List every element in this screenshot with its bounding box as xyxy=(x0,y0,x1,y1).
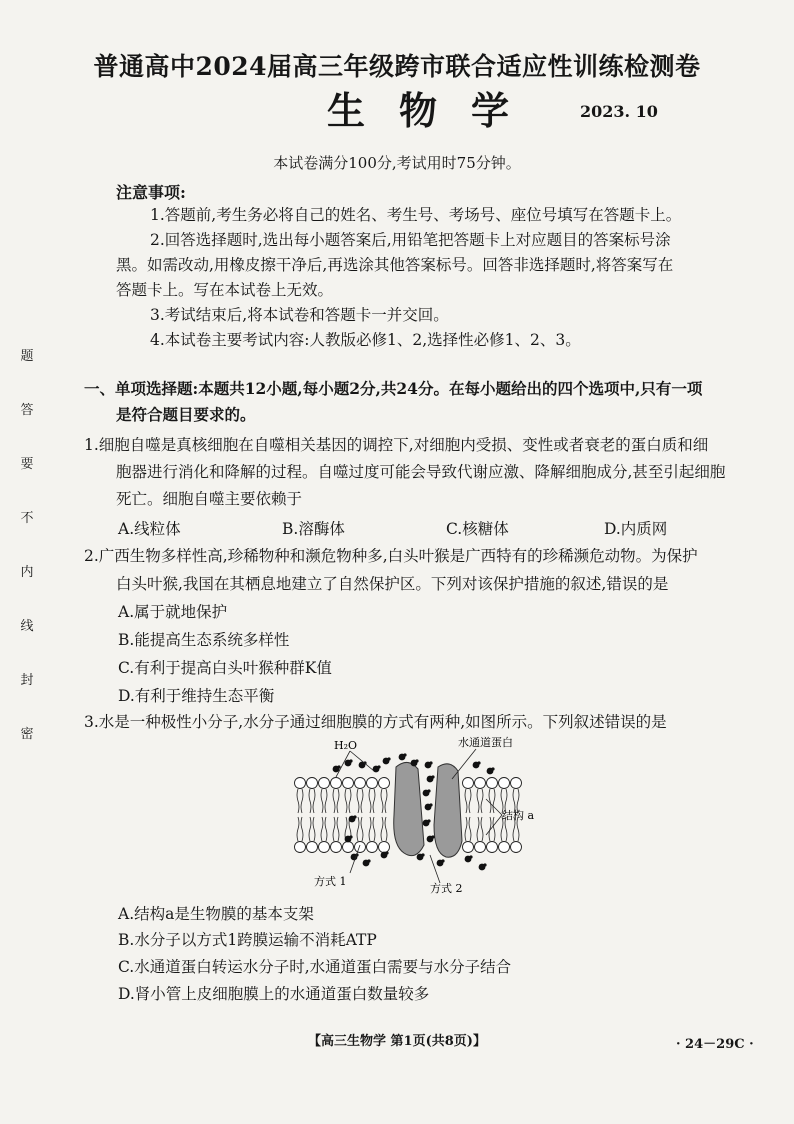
lipid-head xyxy=(463,842,474,853)
water-molecule-hydrogen xyxy=(441,859,444,862)
q3-option-d: D.肾小管上皮细胞膜上的水通道蛋白数量较多 xyxy=(118,985,430,1003)
lipid-head xyxy=(367,778,378,789)
water-molecule-hydrogen xyxy=(415,759,418,762)
exam-title: 普通高中2024届高三年级跨市联合适应性训练检测卷 xyxy=(93,52,701,81)
question-2-text: 白头叶猴,我国在其栖息地建立了自然保护区。下列对该保护措施的叙述,错误的是 xyxy=(116,575,669,593)
lipid-tail xyxy=(345,789,351,813)
lipid-tail xyxy=(321,789,327,813)
water-molecule-hydrogen xyxy=(427,789,430,792)
water-molecule-hydrogen xyxy=(469,855,472,858)
water-molecule-hydrogen xyxy=(429,803,432,806)
lipid-tail xyxy=(369,817,375,841)
lipid-head xyxy=(295,842,306,853)
lipid-head xyxy=(355,842,366,853)
side-char: 封 xyxy=(20,673,34,688)
water-molecule-hydrogen xyxy=(367,859,370,862)
water-molecule-hydrogen xyxy=(421,853,424,856)
lipid-tail xyxy=(297,817,303,841)
q2-option-b: B.能提高生态系统多样性 xyxy=(118,631,290,649)
water-molecule-hydrogen xyxy=(477,761,480,764)
water-molecule-hydrogen xyxy=(491,767,494,770)
lipid-tail xyxy=(357,789,363,813)
lipid-tail xyxy=(333,789,339,813)
water-molecule-hydrogen xyxy=(431,835,434,838)
water-molecule-hydrogen xyxy=(387,757,390,760)
water-molecule-hydrogen xyxy=(403,753,406,756)
lipid-head xyxy=(463,778,474,789)
notice-item: 3.考试结束后,将本试卷和答题卡一并交回。 xyxy=(150,306,449,324)
lipid-head xyxy=(307,778,318,789)
lipid-tail xyxy=(369,789,375,813)
lipid-head xyxy=(319,842,330,853)
question-1-text: 胞器进行消化和降解的过程。自噬过度可能会导致代谢应激、降解细胞成分,甚至引起细胞 xyxy=(116,463,726,481)
water-molecule-hydrogen xyxy=(349,759,352,762)
lipid-tail xyxy=(357,817,363,841)
lipid-tail xyxy=(477,817,483,841)
side-char: 线 xyxy=(20,619,34,634)
q1-option-b: B.溶酶体 xyxy=(282,520,345,538)
q3-option-c: C.水通道蛋白转运水分子时,水通道蛋白需要与水分子结合 xyxy=(118,958,512,976)
q2-option-c: C.有利于提高白头叶猴种群K值 xyxy=(118,659,332,677)
lipid-head xyxy=(355,778,366,789)
page-footer: 【高三生物学 第1页(共8页)】 xyxy=(308,1034,486,1049)
q3-option-b: B.水分子以方式1跨膜运输不消耗ATP xyxy=(118,931,377,949)
label-structure: 结构 a xyxy=(502,809,535,822)
lipid-head xyxy=(343,778,354,789)
lipid-head xyxy=(511,778,522,789)
water-molecule-hydrogen xyxy=(349,835,352,838)
question-2-text: 2.广西生物多样性高,珍稀物种和濒危物种多,白头叶猴是广西特有的珍稀濒危动物。为保护 xyxy=(84,547,698,565)
lipid-head xyxy=(379,842,390,853)
notice-item: 答题卡上。写在本试卷上无效。 xyxy=(116,281,334,299)
lipid-tail xyxy=(297,789,303,813)
water-molecule-hydrogen xyxy=(483,863,486,866)
water-molecule-hydrogen xyxy=(377,765,380,768)
lipid-head xyxy=(487,778,498,789)
lipid-head xyxy=(307,842,318,853)
binding-line-text xyxy=(18,345,36,777)
q1-option-c: C.核糖体 xyxy=(446,520,509,538)
lipid-head xyxy=(487,842,498,853)
label-mode-1: 方式 1 xyxy=(314,875,347,888)
side-char: 不 xyxy=(20,511,34,526)
lipid-tail xyxy=(489,789,495,813)
q2-option-a: A.属于就地保护 xyxy=(118,603,228,621)
label-channel: 水通道蛋白 xyxy=(458,736,513,749)
water-molecule-hydrogen xyxy=(427,819,430,822)
question-1-text: 1.细胞自噬是真核细胞在自噬相关基因的调控下,对细胞内受损、变性或者衰老的蛋白质和细 xyxy=(84,436,709,454)
aquaporin-left-subunit xyxy=(394,762,424,855)
notice-item: 2.回答选择题时,选出每小题答案后,用铅笔把答题卡上对应题目的答案标号涂 xyxy=(150,231,671,249)
lipid-tail xyxy=(309,817,315,841)
water-molecule-hydrogen xyxy=(337,765,340,768)
side-char: 要 xyxy=(20,457,34,472)
lipid-tail xyxy=(477,789,483,813)
lipid-tail xyxy=(333,817,339,841)
leader-line xyxy=(452,749,476,779)
label-mode-2: 方式 2 xyxy=(430,882,463,895)
q3-option-a: A.结构a是生物膜的基本支架 xyxy=(118,905,314,923)
lipid-tail xyxy=(309,789,315,813)
lipid-head xyxy=(499,842,510,853)
leader-line xyxy=(430,855,440,883)
question-3-text: 3.水是一种极性小分子,水分子通过细胞膜的方式有两种,如图所示。下列叙述错误的是 xyxy=(84,713,667,731)
lipid-head xyxy=(379,778,390,789)
lipid-tail xyxy=(465,789,471,813)
question-1-text: 死亡。细胞自噬主要依赖于 xyxy=(116,490,303,508)
side-char: 题 xyxy=(20,349,34,364)
lipid-tail xyxy=(381,817,387,841)
notice-item: 4.本试卷主要考试内容:人教版必修1、2,选择性必修1、2、3。 xyxy=(150,331,581,349)
q1-option-d: D.内质网 xyxy=(604,520,668,538)
aquaporin-right-subunit xyxy=(434,764,462,857)
lipid-head xyxy=(475,778,486,789)
lipid-tail xyxy=(381,789,387,813)
membrane-figure xyxy=(290,735,540,895)
notice-item: 1.答题前,考生务必将自己的姓名、考生号、考场号、座位号填写在答题卡上。 xyxy=(150,206,682,224)
paper-code: · 24－29C · xyxy=(676,1037,754,1052)
lipid-head xyxy=(331,778,342,789)
side-char: 密 xyxy=(20,727,34,742)
lipid-head xyxy=(331,842,342,853)
lipid-head xyxy=(511,842,522,853)
q2-option-d: D.有利于维持生态平衡 xyxy=(118,687,275,705)
lipid-head xyxy=(343,842,354,853)
water-molecule-hydrogen xyxy=(353,815,356,818)
notice-item: 黑。如需改动,用橡皮擦干净后,再选涂其他答案标号。回答非选择题时,将答案写在 xyxy=(116,256,674,274)
lipid-head xyxy=(295,778,306,789)
water-molecule-hydrogen xyxy=(429,761,432,764)
lipid-tail xyxy=(321,817,327,841)
label-water: H₂O xyxy=(334,739,358,752)
subject-title: 生物学 xyxy=(327,88,544,133)
water-molecule-hydrogen xyxy=(431,775,434,778)
section-heading: 一、单项选择题:本题共12小题,每小题2分,共24分。在每小题给出的四个选项中,只有一项 xyxy=(84,379,703,398)
water-molecule-hydrogen xyxy=(385,851,388,854)
notice-heading: 注意事项: xyxy=(116,183,186,202)
side-char: 答 xyxy=(20,403,34,418)
lipid-tail xyxy=(465,817,471,841)
exam-note: 本试卷满分100分,考试用时75分钟。 xyxy=(273,154,521,172)
side-char: 内 xyxy=(20,565,34,580)
lipid-head xyxy=(499,778,510,789)
lipid-tail xyxy=(489,817,495,841)
lipid-head xyxy=(367,842,378,853)
section-heading-cont: 是符合题目要求的。 xyxy=(116,405,256,424)
lipid-head xyxy=(319,778,330,789)
lipid-head xyxy=(475,842,486,853)
q1-option-a: A.线粒体 xyxy=(118,520,181,538)
exam-date: 2023. 10 xyxy=(580,102,658,121)
